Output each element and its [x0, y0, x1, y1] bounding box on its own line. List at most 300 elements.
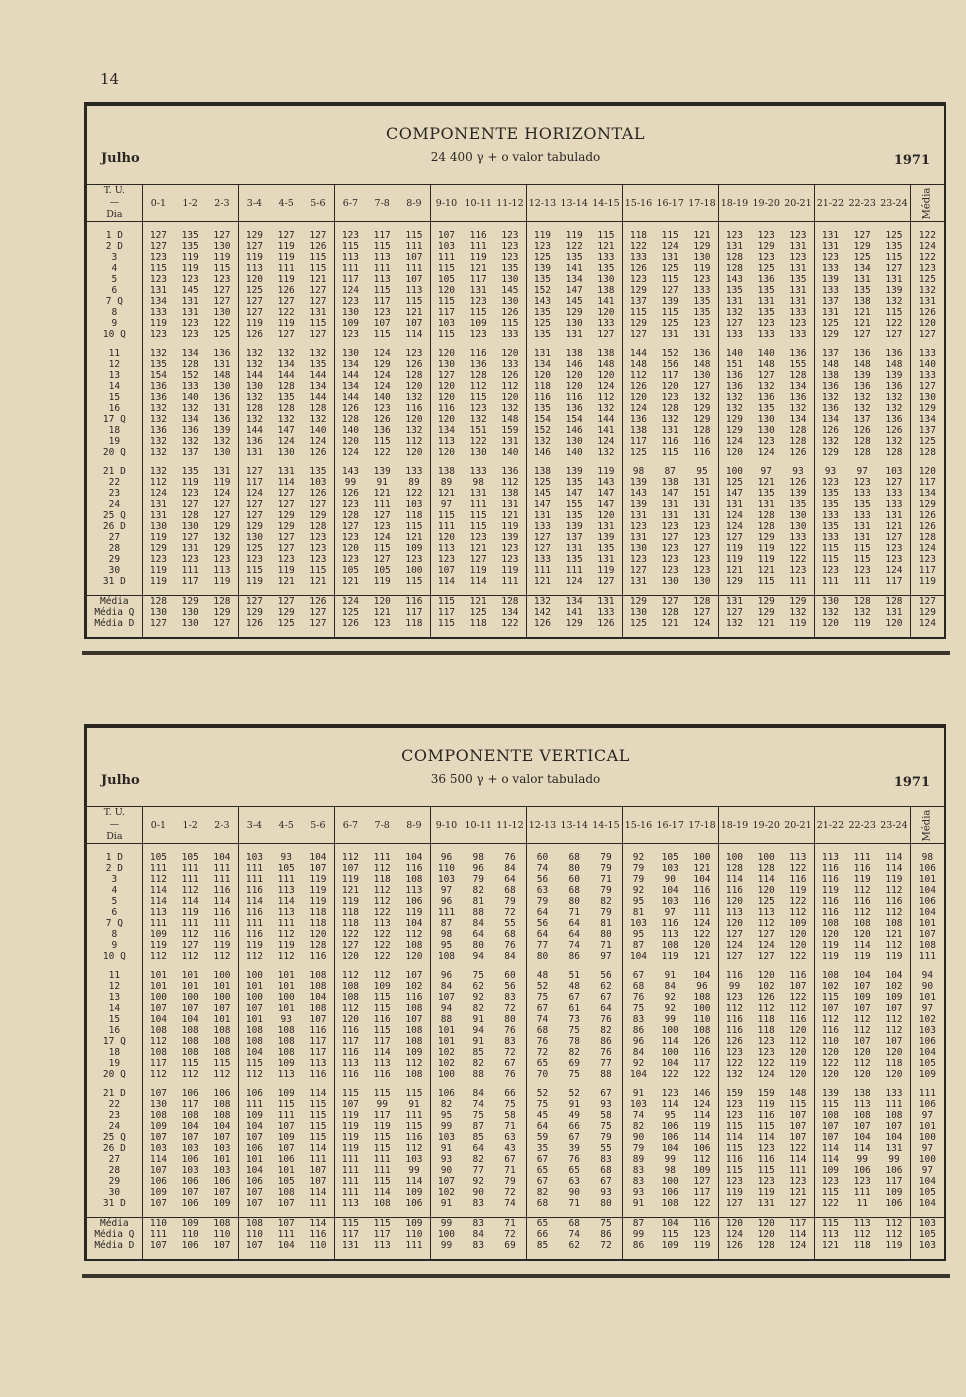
daily-mean-value: 105 [910, 1229, 944, 1240]
hour-value: 127 [693, 381, 711, 392]
hour-value: 139 [661, 296, 679, 307]
hour-value: 109 [174, 1218, 206, 1230]
hour-value: 125 [885, 230, 903, 241]
hour-value: 123 [789, 318, 807, 329]
hour-value: 100 [238, 992, 270, 1003]
hour-value: 79 [472, 874, 484, 885]
hour-value: 129 [238, 607, 270, 618]
hour-value: 124 [718, 436, 750, 447]
hour-value: 106 [405, 896, 423, 907]
hour-value: 127 [238, 307, 270, 318]
hour-value: 112 [885, 1025, 903, 1036]
hour-value: 111 [334, 1176, 366, 1187]
hour-value: 123 [814, 565, 846, 576]
hour-value: 127 [309, 230, 327, 241]
hour-value: 132 [238, 359, 270, 370]
hour-value: 114 [373, 1047, 391, 1058]
hour-value: 108 [213, 1099, 231, 1110]
hour-value: 119 [213, 477, 231, 488]
hour-value: 124 [693, 618, 711, 629]
hour-value: 127 [213, 510, 231, 521]
hour-value: 124 [597, 436, 615, 447]
hour-value: 75 [526, 992, 558, 1003]
hour-value: 133 [757, 329, 775, 340]
hour-value: 108 [181, 1025, 199, 1036]
hour-value: 148 [597, 359, 615, 370]
hour-value: 117 [334, 1229, 366, 1240]
hour-value: 106 [277, 1154, 295, 1165]
hour-value: 132 [661, 414, 679, 425]
hour-value: 124 [373, 381, 391, 392]
day-label: 3 [111, 252, 118, 263]
hour-value: 56 [526, 874, 558, 885]
hour-value: 127 [238, 596, 270, 608]
hour-value: 121 [469, 263, 487, 274]
hour-value: 104 [238, 1047, 270, 1058]
hour-value: 108 [213, 1036, 231, 1047]
hour-value: 134 [789, 381, 807, 392]
hour-value: 144 [334, 392, 366, 403]
hour-value: 95 [430, 940, 462, 951]
day-header-text: T. U. [103, 807, 125, 818]
hour-value: 84 [504, 951, 516, 962]
hour-value: 109 [405, 543, 423, 554]
hour-value: 117 [334, 274, 366, 285]
hour-value: 111 [430, 907, 462, 918]
hour-value: 123 [718, 992, 750, 1003]
hour-value: 107 [142, 1132, 174, 1143]
hour-value: 119 [142, 532, 174, 543]
hour-value: 148 [789, 1088, 807, 1099]
daily-mean-value: 100 [910, 1154, 944, 1165]
day-label: 19 [108, 1058, 121, 1069]
hour-value: 123 [277, 554, 295, 565]
day-label: 16 [108, 1025, 121, 1036]
hour-value: 103 [622, 918, 654, 929]
hour-value: 90 [568, 1187, 580, 1198]
day-label: 31 D [102, 1198, 126, 1209]
table-row [87, 554, 944, 565]
hour-value: 133 [526, 521, 558, 532]
hour-value: 108 [334, 992, 366, 1003]
hour-value: 107 [373, 318, 391, 329]
hour-value: 116 [718, 970, 750, 981]
hour-value: 133 [853, 510, 871, 521]
hour-value: 120 [693, 940, 711, 951]
hour-value: 100 [718, 852, 750, 863]
hour-value: 124 [757, 940, 775, 951]
hour-value: 107 [142, 1165, 174, 1176]
hour-value: 109 [142, 1187, 174, 1198]
hour-value: 126 [622, 263, 654, 274]
daily-mean-value: 97 [910, 1143, 944, 1154]
hour-value: 119 [238, 252, 270, 263]
hour-value: 114 [693, 1110, 711, 1121]
hour-value: 142 [526, 607, 558, 618]
hour-value: 143 [622, 488, 654, 499]
hour-value: 138 [853, 296, 871, 307]
hour-value: 96 [430, 896, 462, 907]
daily-mean-value: 123 [910, 263, 944, 274]
hour-value: 83 [462, 1218, 494, 1230]
hour-value: 127 [238, 499, 270, 510]
hour-value: 128 [661, 607, 679, 618]
hour-value: 68 [568, 885, 580, 896]
day-label: Média Q [94, 1229, 135, 1240]
hour-value: 84 [664, 981, 676, 992]
hour-value: 136 [789, 348, 807, 359]
day-label: 9 [111, 940, 118, 951]
daily-mean-value: 140 [910, 359, 944, 370]
hour-value: 121 [789, 1187, 807, 1198]
hour-value: 117 [430, 607, 462, 618]
hour-value: 131 [693, 329, 711, 340]
day-group [87, 852, 944, 962]
hour-value: 67 [526, 1176, 558, 1187]
hour-value: 131 [789, 241, 807, 252]
hour-value: 102 [430, 1047, 462, 1058]
hour-value: 108 [814, 1110, 846, 1121]
hour-value: 58 [504, 1110, 516, 1121]
hour-column-header: 4-5 [270, 807, 302, 844]
hour-value: 107 [213, 1003, 231, 1014]
hour-value: 84 [430, 981, 462, 992]
hour-value: 119 [142, 565, 174, 576]
daily-mean-value: 127 [910, 381, 944, 392]
hour-value: 123 [334, 532, 366, 543]
hour-value: 114 [853, 940, 871, 951]
horizontal-component-table [84, 102, 946, 639]
hour-value: 125 [334, 607, 366, 618]
hour-value: 108 [405, 1003, 423, 1014]
hour-value: 115 [373, 241, 391, 252]
hour-value: 115 [373, 1025, 391, 1036]
hour-value: 128 [789, 425, 807, 436]
table-subtitle: 24 400 γ + o valor tabulado [430, 150, 601, 164]
day-label: 10 Q [102, 329, 126, 340]
table-header [87, 728, 944, 806]
hour-value: 119 [213, 576, 231, 587]
hour-value: 115 [373, 285, 391, 296]
hour-value: 114 [430, 576, 462, 587]
hour-value: 95 [430, 1110, 462, 1121]
hour-value: 112 [238, 1069, 270, 1080]
day-label: 21 D [102, 1088, 126, 1099]
hour-value: 125 [661, 318, 679, 329]
hour-column-header: 16-17 [654, 807, 686, 844]
hour-value: 79 [622, 874, 654, 885]
hour-column-header: 4-5 [270, 185, 302, 222]
hour-value: 130 [142, 1099, 174, 1110]
hour-value: 74 [472, 1099, 484, 1110]
hour-value: 123 [757, 1036, 775, 1047]
hour-value: 108 [405, 1025, 423, 1036]
hour-value: 121 [430, 488, 462, 499]
hour-value: 107 [853, 1036, 871, 1047]
hour-value: 120 [334, 436, 366, 447]
hour-value: 117 [373, 1036, 391, 1047]
mean-row [87, 1240, 944, 1251]
hour-value: 138 [853, 1088, 871, 1099]
hour-column-header: 2-3 [206, 807, 238, 844]
hour-value: 101 [277, 1003, 295, 1014]
hour-value: 114 [853, 1143, 871, 1154]
daily-mean-value: 103 [910, 1218, 944, 1230]
hour-value: 115 [469, 510, 487, 521]
hour-value: 128 [334, 510, 366, 521]
hour-value: 116 [213, 929, 231, 940]
hour-value: 130 [181, 607, 199, 618]
hour-value: 126 [302, 596, 334, 608]
hour-value: 123 [142, 329, 174, 340]
hour-value: 130 [693, 252, 711, 263]
hour-value: 123 [501, 543, 519, 554]
hour-value: 122 [789, 992, 807, 1003]
hour-value: 129 [718, 576, 750, 587]
hour-value: 107 [885, 1121, 903, 1132]
hour-value: 125 [526, 252, 558, 263]
day-label: 11 [108, 348, 121, 359]
hour-value: 91 [408, 1099, 420, 1110]
hour-value: 131 [885, 607, 903, 618]
hour-value: 144 [597, 414, 615, 425]
hour-value: 132 [853, 403, 871, 414]
hour-value: 127 [142, 618, 174, 629]
hour-value: 83 [622, 1014, 654, 1025]
hour-value: 127 [309, 296, 327, 307]
day-label: 27 [108, 1154, 121, 1165]
hour-value: 105 [181, 852, 199, 863]
hour-value: 126 [309, 488, 327, 499]
hour-value: 115 [334, 1088, 366, 1099]
hour-value: 92 [664, 992, 676, 1003]
hour-value: 112 [373, 896, 391, 907]
hour-value: 128 [878, 596, 910, 608]
hour-value: 107 [181, 1187, 199, 1198]
hour-value: 76 [504, 1025, 516, 1036]
table-row [87, 951, 944, 962]
hour-value: 115 [373, 436, 391, 447]
daily-mean-value: 111 [910, 1088, 944, 1099]
hour-value: 135 [789, 274, 807, 285]
hour-value: 121 [853, 307, 871, 318]
hour-value: 114 [885, 863, 903, 874]
hour-value: 136 [469, 359, 487, 370]
hour-value: 115 [469, 307, 487, 318]
hour-value: 108 [405, 940, 423, 951]
daily-mean-value: 120 [910, 466, 944, 477]
hour-value: 131 [693, 499, 711, 510]
hour-value: 131 [661, 252, 679, 263]
hour-value: 123 [334, 499, 366, 510]
hour-value: 127 [238, 296, 270, 307]
daily-mean-value: 128 [910, 447, 944, 458]
daily-mean-value: 104 [910, 1047, 944, 1058]
hour-value: 119 [142, 940, 174, 951]
hour-value: 114 [213, 896, 231, 907]
hour-value: 107 [405, 252, 423, 263]
hour-value: 110 [405, 1229, 423, 1240]
hour-value: 111 [693, 907, 711, 918]
hour-value: 112 [142, 1069, 174, 1080]
hour-value: 108 [309, 970, 327, 981]
hour-value: 112 [405, 1143, 423, 1154]
hour-value: 111 [181, 918, 199, 929]
day-label: 4 [111, 885, 118, 896]
hour-value: 120 [789, 929, 807, 940]
hour-value: 127 [885, 263, 903, 274]
hour-value: 123 [501, 230, 519, 241]
day-label: 29 [108, 1176, 121, 1187]
hour-value: 67 [568, 1132, 580, 1143]
hour-value: 52 [526, 1088, 558, 1099]
day-label: 18 [108, 1047, 121, 1058]
hour-value: 122 [373, 940, 391, 951]
hour-value: 131 [789, 296, 807, 307]
hour-value: 123 [814, 252, 846, 263]
hour-value: 126 [405, 359, 423, 370]
hour-value: 124 [757, 447, 775, 458]
table-row [87, 318, 944, 329]
table-row [87, 1165, 944, 1176]
hour-value: 114 [757, 1132, 775, 1143]
hour-value: 135 [757, 307, 775, 318]
hour-value: 97 [664, 907, 676, 918]
hour-value: 100 [238, 970, 270, 981]
hour-value: 102 [430, 1187, 462, 1198]
table-row [87, 447, 944, 458]
hour-value: 111 [405, 241, 423, 252]
mean-row [87, 618, 944, 629]
daily-mean-value: 97 [910, 1165, 944, 1176]
hour-value: 106 [853, 1165, 871, 1176]
hour-value: 128 [846, 596, 878, 608]
hour-value: 128 [661, 403, 679, 414]
hour-value: 106 [142, 1176, 174, 1187]
hour-value: 124 [334, 447, 366, 458]
hour-value: 74 [504, 1198, 516, 1209]
hour-value: 131 [238, 447, 270, 458]
hour-value: 90 [430, 1165, 462, 1176]
hour-value: 128 [309, 403, 327, 414]
hour-value: 103 [661, 896, 679, 907]
hour-value: 127 [597, 329, 615, 340]
hour-value: 140 [309, 425, 327, 436]
table-title: COMPONENTE VERTICAL [401, 746, 630, 765]
hour-value: 131 [661, 499, 679, 510]
hour-value: 151 [693, 488, 711, 499]
hour-value: 130 [597, 274, 615, 285]
hour-value: 127 [853, 230, 871, 241]
hour-value: 93 [622, 1187, 654, 1198]
day-label: 10 Q [102, 951, 126, 962]
hour-value: 108 [405, 1036, 423, 1047]
hour-value: 119 [334, 1110, 366, 1121]
hour-value: 100 [430, 1229, 462, 1240]
hour-value: 104 [142, 1014, 174, 1025]
day-label: 8 [111, 307, 118, 318]
hour-value: 130 [622, 607, 654, 618]
hour-value: 137 [565, 532, 583, 543]
hour-value: 91 [376, 477, 388, 488]
hour-value: 148 [693, 359, 711, 370]
hour-value: 123 [181, 274, 199, 285]
day-label: 4 [111, 263, 118, 274]
hour-value: 117 [661, 370, 679, 381]
daily-mean-value: 134 [910, 488, 944, 499]
table-row [87, 285, 944, 296]
hour-value: 139 [885, 285, 903, 296]
hour-value: 132 [814, 392, 846, 403]
daily-mean-value: 103 [910, 1025, 944, 1036]
table-row [87, 488, 944, 499]
hour-value: 132 [238, 414, 270, 425]
hour-value: 102 [405, 981, 423, 992]
hour-value: 132 [814, 436, 846, 447]
hour-value: 64 [526, 907, 558, 918]
table-row [87, 296, 944, 307]
hour-value: 113 [277, 1069, 295, 1080]
hour-value: 114 [142, 896, 174, 907]
hour-value: 114 [814, 1143, 846, 1154]
hour-value: 116 [373, 1069, 391, 1080]
hour-value: 119 [853, 618, 871, 629]
hour-value: 127 [181, 532, 199, 543]
hour-value: 123 [469, 296, 487, 307]
hour-value: 80 [568, 896, 580, 907]
hour-value: 115 [757, 576, 775, 587]
table-title: COMPONENTE HORIZONTAL [386, 124, 645, 143]
hour-value: 116 [814, 907, 846, 918]
day-header-text: — [109, 197, 120, 208]
hour-value: 101 [430, 1036, 462, 1047]
hour-value: 88 [600, 1069, 612, 1080]
hour-column-header: 6-7 [334, 185, 366, 222]
daily-mean-value: 123 [910, 554, 944, 565]
hour-column-header: 10-11 [462, 807, 494, 844]
hour-value: 117 [373, 1229, 391, 1240]
hour-value: 127 [597, 576, 615, 587]
hour-value: 115 [334, 241, 366, 252]
hour-column-header: 20-21 [782, 807, 814, 844]
hour-value: 108 [213, 1110, 231, 1121]
hour-value: 111 [142, 863, 174, 874]
hour-value: 117 [142, 1058, 174, 1069]
media-header-text: Média [921, 809, 933, 841]
hour-value: 112 [142, 874, 174, 885]
hour-value: 124 [789, 1240, 807, 1251]
hour-value: 86 [600, 1229, 612, 1240]
daily-mean-value: 108 [910, 940, 944, 951]
hour-value: 111 [334, 1165, 366, 1176]
hour-value: 112 [853, 1025, 871, 1036]
hour-value: 104 [622, 1069, 654, 1080]
hour-value: 106 [661, 1121, 679, 1132]
hour-value: 101 [277, 981, 295, 992]
hour-value: 79 [526, 896, 558, 907]
hour-value: 123 [718, 1110, 750, 1121]
hour-value: 107 [213, 1187, 231, 1198]
hour-value: 126 [693, 1036, 711, 1047]
hour-value: 62 [600, 981, 612, 992]
hour-column-header: 13-14 [558, 807, 590, 844]
hour-value: 120 [405, 951, 423, 962]
hour-value: 131 [142, 285, 174, 296]
hour-value: 103 [181, 1165, 199, 1176]
hour-value: 125 [622, 618, 654, 629]
hour-value: 75 [472, 1110, 484, 1121]
daily-mean-value: 106 [910, 863, 944, 874]
